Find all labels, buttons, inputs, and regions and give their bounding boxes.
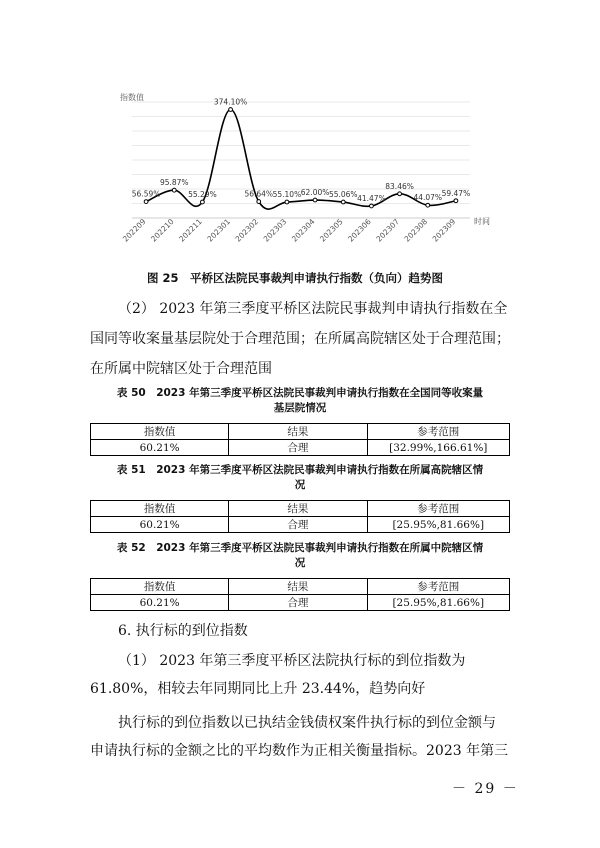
header-index-value: 指数值 bbox=[91, 501, 229, 517]
data-label: 59.47% bbox=[441, 188, 471, 198]
data-point bbox=[454, 199, 458, 203]
data-point bbox=[313, 198, 317, 202]
table-50 bbox=[90, 423, 510, 456]
table-row bbox=[91, 517, 510, 533]
section2-line-1: （2） 2023 年第三季度平桥区法院民事裁判申请执行指数在全 bbox=[118, 301, 508, 317]
chart-series bbox=[132, 98, 470, 210]
data-point bbox=[201, 200, 205, 204]
table-52-caption bbox=[90, 541, 510, 571]
section6-p1-line-2: 61.80%，相较去年同期同比上升 23.44%，趋势向好 bbox=[90, 681, 426, 697]
table-52 bbox=[90, 578, 510, 611]
page-number: － 29 － bbox=[452, 781, 519, 797]
data-label: 56.59% bbox=[131, 189, 161, 199]
table-row bbox=[91, 595, 510, 611]
x-tick-label: 202211 bbox=[177, 217, 204, 244]
figure-caption: 图 25 平桥区法院民事裁判申请执行指数（负向）趋势图 bbox=[147, 271, 444, 285]
data-label: 44.07% bbox=[413, 193, 443, 203]
header-reference-range: 参考范围 bbox=[367, 579, 509, 595]
section6-p1-line-1: （1） 2023 年第三季度平桥区法院执行标的到位指数为 bbox=[118, 653, 466, 669]
table-50-caption-line-2: 基层院情况 bbox=[273, 402, 327, 414]
table-row bbox=[91, 440, 510, 456]
cell-index-value: 60.21% bbox=[91, 595, 229, 611]
x-axis-label: 时间 bbox=[474, 217, 490, 226]
cell-index-value: 60.21% bbox=[91, 517, 229, 533]
table-51-caption bbox=[90, 463, 510, 493]
data-point bbox=[341, 200, 345, 204]
data-point bbox=[257, 200, 261, 204]
data-label: 83.46% bbox=[385, 181, 414, 191]
section2-line-2: 国同等收案量基层院处于合理范围；在所属高院辖区处于合理范围； bbox=[90, 331, 510, 347]
x-tick-label: 202210 bbox=[149, 217, 176, 244]
header-index-value: 指数值 bbox=[91, 579, 229, 595]
table-50-caption-line-1: 表 50 2023 年第三季度平桥区法院民事裁判申请执行指数在全国同等收案量 bbox=[116, 387, 484, 399]
header-result: 结果 bbox=[229, 501, 367, 517]
data-label: 374.10% bbox=[213, 97, 248, 107]
header-reference-range: 参考范围 bbox=[367, 424, 509, 440]
cell-result: 合理 bbox=[229, 595, 367, 611]
y-axis-label: 指数值 bbox=[120, 93, 144, 102]
table-header-row bbox=[91, 579, 510, 595]
data-point bbox=[285, 200, 289, 204]
x-tick-label: 202309 bbox=[430, 217, 458, 244]
data-label: 41.47% bbox=[357, 193, 386, 203]
cell-reference-range: [25.95%,81.66%] bbox=[367, 595, 509, 611]
cell-index-value: 60.21% bbox=[91, 440, 229, 456]
table-50-caption bbox=[90, 386, 510, 416]
cell-reference-range: [25.95%,81.66%] bbox=[367, 517, 509, 533]
data-label: 62.00% bbox=[300, 188, 330, 198]
chart-x-ticks bbox=[121, 217, 458, 244]
x-tick-label: 202307 bbox=[374, 217, 401, 244]
header-result: 结果 bbox=[229, 424, 367, 440]
table-52-caption-line-2: 况 bbox=[294, 557, 306, 569]
header-index-value: 指数值 bbox=[91, 424, 229, 440]
data-point bbox=[398, 192, 402, 196]
data-point bbox=[229, 108, 233, 112]
cell-result: 合理 bbox=[229, 440, 367, 456]
section6-heading: 6. 执行标的到位指数 bbox=[118, 623, 248, 639]
x-tick-label: 202302 bbox=[233, 217, 261, 244]
cell-reference-range: [32.99%,166.61%] bbox=[367, 440, 509, 456]
table-51-caption-line-2: 况 bbox=[294, 479, 306, 491]
data-point bbox=[144, 200, 148, 204]
data-label: 55.10% bbox=[272, 190, 302, 200]
header-result: 结果 bbox=[229, 579, 367, 595]
data-point bbox=[426, 203, 430, 207]
x-tick-label: 202209 bbox=[120, 217, 148, 244]
data-point bbox=[172, 188, 176, 192]
cell-result: 合理 bbox=[229, 517, 367, 533]
table-52-caption-line-1: 表 52 2023 年第三季度平桥区法院民事裁判申请执行指数在所属中院辖区情 bbox=[116, 542, 484, 554]
data-label: 55.29% bbox=[188, 189, 217, 199]
trend-line-chart bbox=[110, 86, 490, 256]
header-reference-range: 参考范围 bbox=[367, 501, 509, 517]
data-label: 95.87% bbox=[159, 178, 189, 188]
x-tick-label: 202305 bbox=[318, 217, 345, 244]
data-label: 55.06% bbox=[328, 190, 358, 200]
data-point bbox=[370, 204, 374, 208]
x-tick-label: 202308 bbox=[402, 217, 430, 244]
table-header-row bbox=[91, 501, 510, 517]
section6-p2-line-2: 申请执行标的金额之比的平均数作为正相关衡量指标。2023 年第三 bbox=[90, 743, 509, 759]
x-tick-label: 202306 bbox=[346, 217, 373, 244]
x-tick-label: 202304 bbox=[289, 217, 317, 244]
section2-line-3: 在所属中院辖区处于合理范围 bbox=[90, 361, 272, 377]
data-label: 56.64% bbox=[244, 189, 274, 199]
section6-p2-line-1: 执行标的到位指数以已执结金钱债权案件执行标的到位金额与 bbox=[118, 715, 496, 731]
table-51-caption-line-1: 表 51 2023 年第三季度平桥区法院民事裁判申请执行指数在所属高院辖区情 bbox=[116, 464, 484, 476]
table-header-row bbox=[91, 424, 510, 440]
x-tick-label: 202301 bbox=[205, 217, 232, 244]
x-tick-label: 202303 bbox=[261, 217, 289, 244]
table-51 bbox=[90, 500, 510, 533]
